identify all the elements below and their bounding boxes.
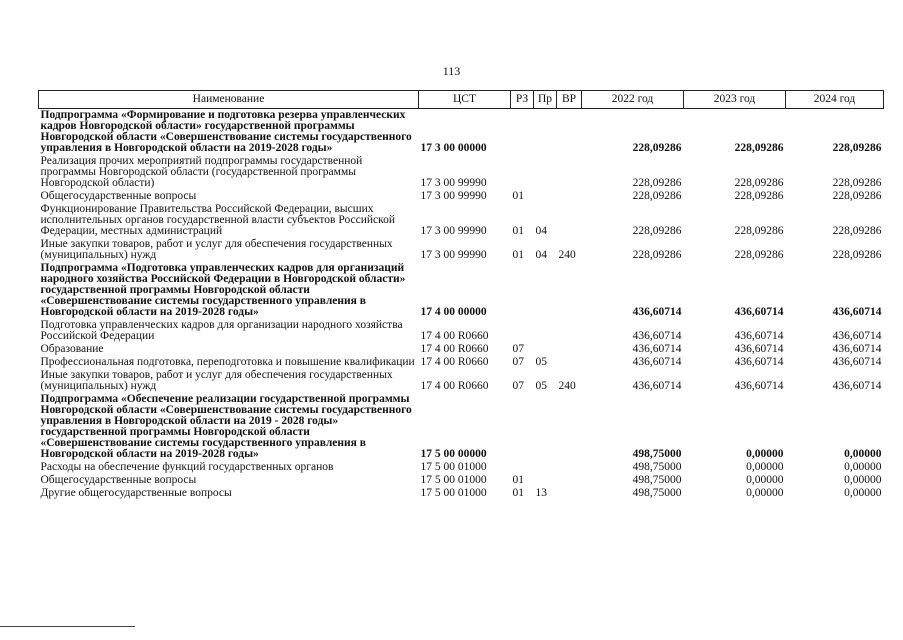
table-row <box>39 190 884 203</box>
table-row <box>39 343 884 356</box>
cell-2022: 436,60714 <box>632 330 682 342</box>
cell-2023: 0,00000 <box>746 461 784 473</box>
cell-pr <box>534 319 557 343</box>
cell-pr <box>534 461 557 474</box>
cell-cst: 17 4 00 00000 <box>420 306 487 318</box>
cell-2024: 436,60714 <box>832 356 882 368</box>
cell-cst: 17 3 00 99990 <box>420 225 487 237</box>
cell-name: Профессиональная подготовка, переподготовка и повышение квалификации <box>40 356 415 368</box>
cell-name: Подпрограмма «Формирование и подготовка резерва управленческих кадров Новгородской области» государственной программы Новгородской области «Совершенствование системы государственного управления в Новгородской области на 2019-2028 годы» <box>40 109 412 154</box>
cell-vr <box>557 190 582 203</box>
cell-cst: 17 3 00 99990 <box>420 249 487 261</box>
cell-name: Образование <box>40 343 104 355</box>
cell-2022: 436,60714 <box>632 380 682 392</box>
table-row <box>39 319 884 343</box>
cell-name: Подпрограмма «Подготовка управленческих кадров для организаций народного хозяйства Российской Федерации в Новгородской области» государственной программы Новгородской области «Совершенствование системы государственного управления в Новгородской области на 2019-2028 годы» <box>40 262 406 318</box>
cell-2022: 436,60714 <box>632 306 682 318</box>
cell-2024: 0,00000 <box>844 448 882 460</box>
cell-vr <box>557 262 582 319</box>
cell-rz: 07 <box>512 343 524 355</box>
cell-2023: 436,60714 <box>734 306 784 318</box>
table-body <box>39 109 884 501</box>
table-row <box>39 203 884 238</box>
cell-cst: 17 4 00 R0660 <box>420 330 489 342</box>
cell-2023: 0,00000 <box>746 474 784 486</box>
header-vr: ВР <box>557 91 582 109</box>
table-row <box>39 369 884 393</box>
cell-cst: 17 5 00 01000 <box>420 487 487 499</box>
cell-2022: 498,75000 <box>632 474 682 486</box>
cell-2024: 436,60714 <box>832 343 882 355</box>
cell-rz: 01 <box>512 487 524 499</box>
cell-pr <box>534 262 557 319</box>
table-row <box>39 356 884 369</box>
cell-2022: 436,60714 <box>632 343 682 355</box>
cell-2024: 436,60714 <box>832 330 882 342</box>
cell-pr: 04 <box>535 225 547 237</box>
cell-pr <box>534 393 557 461</box>
cell-rz: 01 <box>512 190 524 202</box>
table-row <box>39 393 884 461</box>
cell-2024: 228,09286 <box>832 225 882 237</box>
cell-2022: 498,75000 <box>632 448 682 460</box>
cell-pr <box>534 343 557 356</box>
cell-2022: 228,09286 <box>632 142 682 154</box>
cell-pr <box>534 109 557 156</box>
cell-vr <box>557 319 582 343</box>
cell-2023: 228,09286 <box>734 177 784 189</box>
cell-name: Общегосударственные вопросы <box>40 474 197 486</box>
cell-2023: 436,60714 <box>734 380 784 392</box>
cell-2024: 436,60714 <box>832 306 882 318</box>
cell-2024: 436,60714 <box>832 380 882 392</box>
cell-cst: 17 5 00 00000 <box>420 448 487 460</box>
cell-vr <box>557 155 582 190</box>
cell-vr: 240 <box>558 380 576 392</box>
cell-vr <box>557 109 582 156</box>
cell-2024: 228,09286 <box>832 249 882 261</box>
cell-name: Расходы на обеспечение функций государственных органов <box>40 461 334 473</box>
cell-vr <box>557 487 582 500</box>
cell-2023: 228,09286 <box>734 225 784 237</box>
cell-rz: 01 <box>512 225 524 237</box>
page-number: 113 <box>442 64 461 78</box>
cell-vr: 240 <box>558 249 576 261</box>
cell-2024: 228,09286 <box>832 190 882 202</box>
table-row <box>39 461 884 474</box>
cell-rz: 07 <box>512 356 524 368</box>
cell-2023: 228,09286 <box>734 190 784 202</box>
cell-pr <box>534 474 557 487</box>
cell-name: Иные закупки товаров, работ и услуг для обеспечения государственных (муниципальных) нужд <box>40 238 393 261</box>
cell-vr <box>557 203 582 238</box>
header-cst: ЦСТ <box>419 91 511 109</box>
cell-rz <box>511 319 534 343</box>
cell-2024: 0,00000 <box>844 487 882 499</box>
cell-2024: 0,00000 <box>844 461 882 473</box>
cell-name: Подготовка управленческих кадров для организации народного хозяйства Российской Федерации <box>40 319 403 342</box>
cell-rz <box>511 155 534 190</box>
cell-vr <box>557 393 582 461</box>
cell-cst: 17 3 00 99990 <box>420 190 487 202</box>
footer-rule <box>0 626 135 627</box>
header-name: Наименование <box>39 91 419 109</box>
cell-vr <box>557 356 582 369</box>
cell-cst: 17 4 00 R0660 <box>420 380 489 392</box>
cell-2024: 0,00000 <box>844 474 882 486</box>
cell-name: Подпрограмма «Обеспечение реализации государственной программы Новгородской области «Совершенствование системы государственного управления в Новгородской области на 2019 - 2028 годы» государственной программы Новгородской области «Совершенствование системы государственного управления в Новгородской области на 2019-2028 годы» <box>40 393 412 460</box>
cell-vr <box>557 343 582 356</box>
cell-2022: 228,09286 <box>632 177 682 189</box>
cell-rz <box>511 109 534 156</box>
table-header-row <box>39 91 884 109</box>
cell-rz: 01 <box>512 474 524 486</box>
table-row <box>39 474 884 487</box>
cell-2022: 498,75000 <box>632 461 682 473</box>
cell-cst: 17 4 00 R0660 <box>420 343 489 355</box>
cell-name: Другие общегосударственные вопросы <box>40 487 232 499</box>
cell-2022: 436,60714 <box>632 356 682 368</box>
cell-cst: 17 4 00 R0660 <box>420 356 489 368</box>
cell-name: Реализация прочих мероприятий подпрограммы государственной программы Новгородской области (государственной программы Новгородской области) <box>40 155 363 189</box>
cell-rz <box>511 461 534 474</box>
cell-pr <box>534 155 557 190</box>
cell-vr <box>557 461 582 474</box>
cell-rz <box>511 393 534 461</box>
cell-cst: 17 5 00 01000 <box>420 461 487 473</box>
header-pr: Пр <box>534 91 557 109</box>
table-row <box>39 155 884 190</box>
cell-pr: 13 <box>535 487 547 499</box>
cell-name: Общегосударственные вопросы <box>40 190 197 202</box>
cell-2022: 228,09286 <box>632 225 682 237</box>
header-2022: 2022 год <box>582 91 684 109</box>
cell-2022: 228,09286 <box>632 190 682 202</box>
table-row <box>39 262 884 319</box>
table-row <box>39 109 884 156</box>
budget-table <box>38 90 884 500</box>
header-2023: 2023 год <box>684 91 786 109</box>
cell-rz: 01 <box>512 249 524 261</box>
cell-pr <box>534 190 557 203</box>
cell-rz: 07 <box>512 380 524 392</box>
cell-pr: 05 <box>535 380 547 392</box>
cell-2023: 436,60714 <box>734 356 784 368</box>
cell-2023: 436,60714 <box>734 330 784 342</box>
cell-2022: 228,09286 <box>632 249 682 261</box>
cell-cst: 17 5 00 01000 <box>420 474 487 486</box>
cell-name: Иные закупки товаров, работ и услуг для обеспечения государственных (муниципальных) нужд <box>40 369 393 392</box>
header-rz: РЗ <box>511 91 534 109</box>
cell-pr: 04 <box>535 249 547 261</box>
cell-vr <box>557 474 582 487</box>
cell-2024: 228,09286 <box>832 142 882 154</box>
cell-cst: 17 3 00 99990 <box>420 177 487 189</box>
cell-2023: 436,60714 <box>734 343 784 355</box>
cell-name: Функционирование Правительства Российской Федерации, высших исполнительных органов государственной власти субъектов Российской Федерации, местных администраций <box>40 203 396 237</box>
header-2024: 2024 год <box>786 91 884 109</box>
cell-2023: 0,00000 <box>746 487 784 499</box>
table-row <box>39 487 884 500</box>
cell-cst: 17 3 00 00000 <box>420 142 487 154</box>
cell-2023: 228,09286 <box>734 249 784 261</box>
cell-2022: 498,75000 <box>632 487 682 499</box>
cell-rz <box>511 262 534 319</box>
cell-2024: 228,09286 <box>832 177 882 189</box>
cell-2023: 228,09286 <box>734 142 784 154</box>
cell-2023: 0,00000 <box>746 448 784 460</box>
table-row <box>39 238 884 262</box>
cell-pr: 05 <box>535 356 547 368</box>
